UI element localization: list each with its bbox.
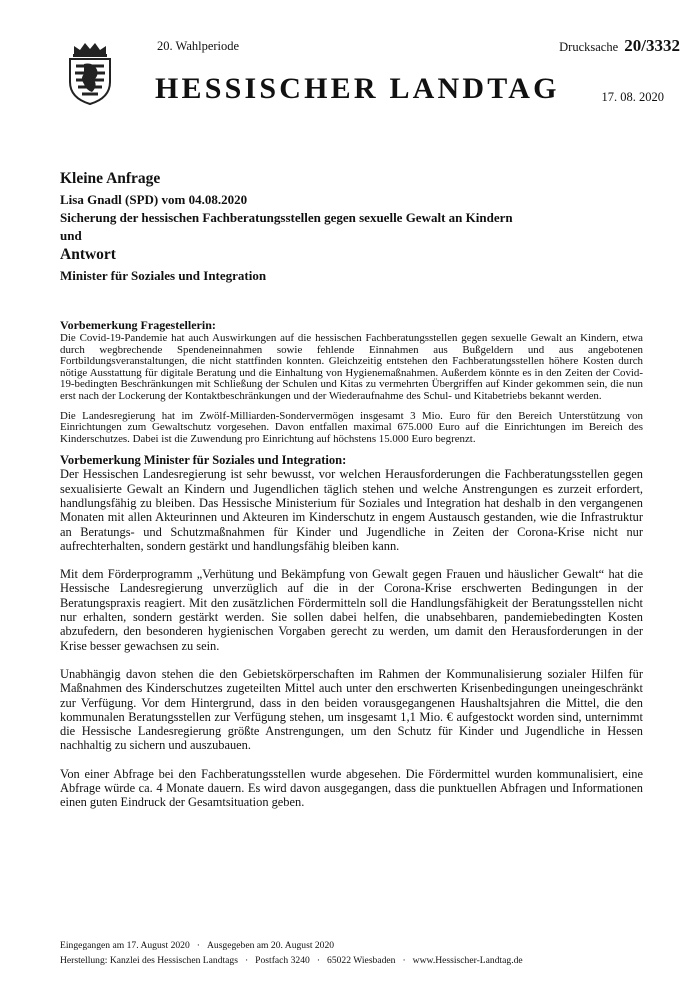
footer-separator: · xyxy=(196,940,200,951)
city: 65022 Wiesbaden xyxy=(327,955,396,966)
questioner-paragraph: Die Landesregierung hat im Zwölf-Milliarden-Sondervermögen insgesamt 3 Mio. Euro für den Bereich Unterstützung von Einrichtungen zum Gewaltschutz vorgesehen. Davon entfallen maximal 675.000 Euro auf die Einrichtungen im Bereich des Kinderschutzes. Dabei ist die Zuwendung pro Einrichtung auf höchstens 15.000 Euro begrenzt. xyxy=(60,409,643,445)
questioner-remark-title: Vorbemerkung Fragestellerin: xyxy=(60,318,216,332)
parliament-title: HESSISCHER LANDTAG xyxy=(155,72,560,105)
received-date: Eingegangen am 17. August 2020 xyxy=(60,940,190,951)
heading-block xyxy=(60,169,650,285)
footer-imprint xyxy=(60,953,660,968)
drucksache-label: Drucksache xyxy=(559,40,619,54)
minister-paragraph: Unabhängig davon stehen die den Gebietskörperschaften im Rahmen der Kommunalisierung sozialer Hilfen für Maßnahmen des Kinderschutzes zugeteilten Mittel auch unter den erschwerten Krisenbedingungen uneingeschränkt zur Verfügung. Vor dem Hintergrund, dass in den beiden vorausgegangenen Haushaltsjahren die Mittel, die den kommunalen Beratungsstellen zur Verfügung stehen, um insgesamt 1,1 Mio. € aufgestockt worden sind, unternimmt die Hessische Landesregierung größte Anstrengungen, um den Schutz für Kinder und Jugendliche in Hessen nachhaltig zu sichern und auszubauen. xyxy=(60,666,643,753)
minister-paragraph: Mit dem Förderprogramm „Verhütung und Bekämpfung von Gewalt gegen Frauen und häuslicher Gewalt“ hat die Hessische Landesregierung unverzüglich auf die in der Corona-Krise erschwerten Bedingungen in der Beratungspraxis reagiert. Mit den zusätzlichen Fördermitteln soll die Handlungsfähigkeit der Beratungsstellen nicht nur erhalten, sondern gestärkt werden. Sie sollen dabei helfen, die unabsehbaren, pandemiebedingten Kosten abzufedern, den besonderen hygienischen Vorgaben gerecht zu werden, um damit den Herausforderungen in der Krise besser gewachsen zu sein. xyxy=(60,567,643,653)
issued-date: Ausgegeben am 20. August 2020 xyxy=(206,940,335,951)
footer-separator: · xyxy=(402,955,406,966)
and-word: und xyxy=(60,228,82,243)
minister-paragraph: Von einer Abfrage bei den Fachberatungsstellen wurde abgesehen. Die Fördermittel wurden kommunalisiert, eine Abfrage würde ca. 4 Monate dauern. Es wird davon ausgegangen, dass die punktuellen Abfragen und Informationen einen guten Eindruck der Gesamtsituation geben. xyxy=(60,766,643,810)
footer-separator: · xyxy=(316,955,321,966)
hesse-coat-of-arms-icon xyxy=(62,40,118,106)
minister-paragraph: Der Hessischen Landesregierung ist sehr bewusst, vor welchen Herausforderungen die Fachberatungsstellen gegen sexualisierte Gewalt an Kindern und Jugendlichen täglich stehen und welche Anstrengungen es zurzeit erfordert, handlungsfähig zu bleiben. Das Hessische Ministerium für Soziales und Integration hat deshalb in den vergangenen Monaten mit allen Akteurinnen und Akteuren im Kinderschutz in engem Austausch gestanden, wie die Infrastruktur an Beratungs- und Schutzmaßnahmen für Kinder und Jugendliche in Zeiten der Corona-Krise nicht nur aufrechterhalten, sondern gestärkt und handlungsfähig bleiben kann. xyxy=(60,467,643,553)
author-line: Lisa Gnadl (SPD) vom 04.08.2020 xyxy=(60,192,248,207)
document-date: 17. 08. 2020 xyxy=(601,90,664,104)
footer xyxy=(60,938,660,968)
inquiry-title: Sicherung der hessischen Fachberatungsstellen gegen sexuelle Gewalt an Kindern xyxy=(60,210,513,225)
production-note: Herstellung: Kanzlei des Hessischen Landtags xyxy=(60,955,238,966)
drucksache xyxy=(559,36,680,56)
website-link[interactable]: www.Hessischer-Landtag.de xyxy=(412,955,523,966)
answer-label: Antwort xyxy=(60,246,116,263)
doc-type: Kleine Anfrage xyxy=(60,170,161,187)
minister-remark-title: Vorbemerkung Minister für Soziales und Integration: xyxy=(60,453,347,468)
document-body xyxy=(60,318,643,824)
questioner-paragraph: Die Covid-19-Pandemie hat auch Auswirkungen auf die hessischen Fachberatungsstellen gegen sexuelle Gewalt an Kindern, etwa durch wegbrechende Spendeneinnahmen sowie fehlende Einnahmen aus Bußgeldern und aus angebotenen Fortbildungsveranstaltungen, die nicht stattfinden konnten. Gleichzeitig entstehen den Fachberatungsstellen höhere Kosten durch nötige Ausstattung für digitale Beratung und die Einhaltung von Hygienemaßnahmen. Außerdem könnte es in den Zeiten der Covid-19-bedingten Beschränkungen mit Schließung der Schulen und Kitas zu vermehrten Übergriffen auf Kinder gekommen sein, die nun erst nach der Lockerung der Kontaktbeschränkungen und der Wiederaufnahme des Schul- und Kitabetriebs bekannt werden. xyxy=(60,332,643,402)
drucksache-number: 20/3332 xyxy=(624,36,680,55)
postfach: Postfach 3240 xyxy=(255,955,310,966)
footer-dates xyxy=(60,938,660,953)
footer-separator: · xyxy=(244,955,249,966)
minister-line: Minister für Soziales und Integration xyxy=(60,268,267,283)
electoral-period: 20. Wahlperiode xyxy=(157,39,240,53)
